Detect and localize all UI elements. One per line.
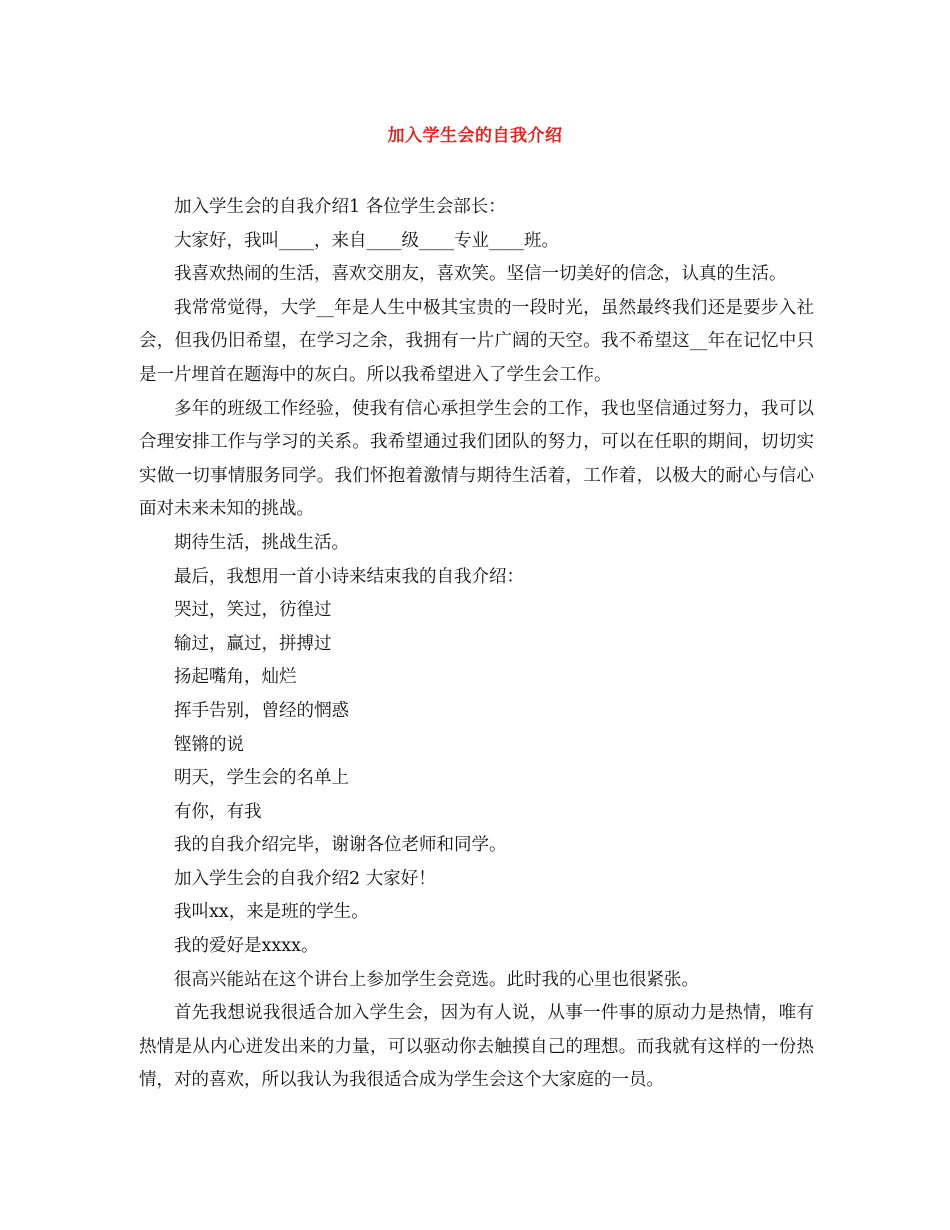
paragraph: 我喜欢热闹的生活，喜欢交朋友，喜欢笑。坚信一切美好的信念，认真的生活。 <box>174 264 787 285</box>
poem-line: 哭过，笑过，彷徨过 <box>174 600 332 621</box>
paragraph: 我的爱好是xxxx。 <box>174 936 319 957</box>
paragraph: 大家好，我叫____，来自____级____专业____班。 <box>174 230 559 251</box>
paragraph: 期待生活，挑战生活。 <box>174 532 349 553</box>
poem-line: 铿锵的说 <box>174 734 244 755</box>
poem-line: 输过，赢过，拼搏过 <box>174 633 332 654</box>
poem-line: 挥手告别，曾经的惘惑 <box>174 700 349 721</box>
paragraph: 多年的班级工作经验，使我有信心承担学生会的工作，我也坚信通过努力，我可以合理安排工作与学习的关系。我希望通过我们团队的努力，可以在任职的期间，切切实实做一切事情服务同学。我们怀抱着激情与期待生活着，工作着，以极大的耐心与信心面对未来未知的挑战。 <box>139 398 814 520</box>
paragraph: 最后，我想用一首小诗来结束我的自我介绍： <box>174 566 524 587</box>
paragraph: 首先我想说我很适合加入学生会，因为有人说，从事一件事的原动力是热情，唯有热情是从内心迸发出来的力量，可以驱动你去触摸自己的理想。而我就有这样的一份热情，对的喜欢，所以我认为我很适合成为学生会这个大家庭的一员。 <box>139 1003 814 1091</box>
paragraph: 很高兴能站在这个讲台上参加学生会竞选。此时我的心里也很紧张。 <box>174 969 699 990</box>
poem-line: 扬起嘴角，灿烂 <box>174 667 297 688</box>
paragraph: 我常常觉得，大学__年是人生中极其宝贵的一段时光，虽然最终我们还是要步入社会，但我仍旧希望，在学习之余，我拥有一片广阔的天空。我不希望这__年在记忆中只是一片埋首在题海中的灰白。所以我希望进入了学生会工作。 <box>139 297 814 385</box>
poem-line: 明天，学生会的名单上 <box>174 768 349 789</box>
document-title: 加入学生会的自我介绍 <box>387 126 563 146</box>
document-body <box>139 191 814 1098</box>
paragraph: 加入学生会的自我介绍2 大家好！ <box>174 868 436 889</box>
paragraph: 加入学生会的自我介绍1 各位学生会部长： <box>174 197 506 217</box>
poem-line: 有你，有我 <box>174 801 262 822</box>
paragraph: 我的自我介绍完毕，谢谢各位老师和同学。 <box>174 835 507 856</box>
paragraph: 我叫xx，来是班的学生。 <box>174 902 369 923</box>
